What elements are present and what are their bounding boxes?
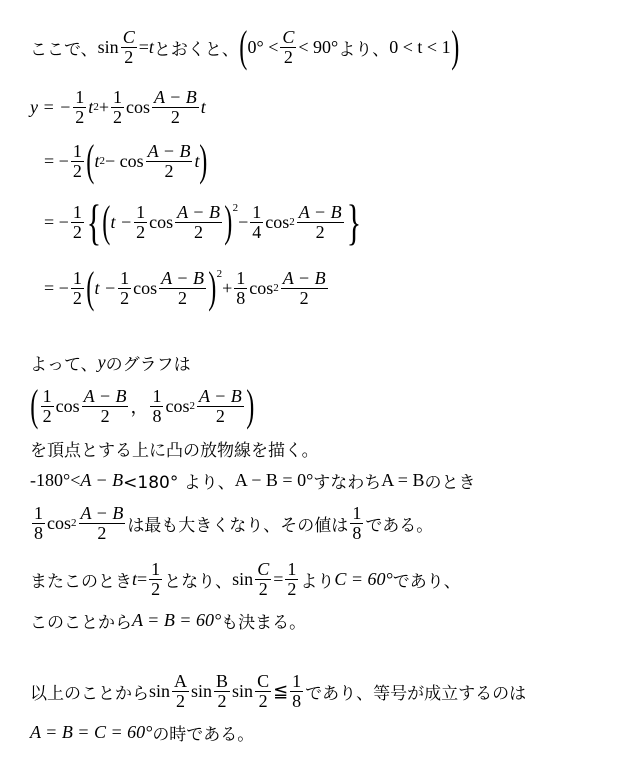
t-value-line: またこのとき t = $\frac{1}{2}$ となり、 sin $\frac{C}{2}$ = $\frac{1}{2}$ より C = 60° であり、 xyxy=(30,558,461,599)
equation-1: y = − $\frac{1}{2}$ t 2 + $\frac{1}{2}$ cos $\frac{A - B}{2}$ t xyxy=(30,86,206,127)
max-value-line: $\frac{1}{8}$ cos 2 $\frac{A - B}{2}$ は最も大きくなり、その値は $\frac{1}{8}$ である。 xyxy=(34,502,434,543)
equation-4: = − $\frac{1}{2}$ ( t − $\frac{1}{2}$ cos $\frac{A - B}{2}$ ) $^2$ + $\frac{1}{8}$ cos 2 $\frac{A - B}{2}$ xyxy=(44,263,326,312)
c-over-2: $\frac{C}{2}$ xyxy=(122,26,135,67)
final-inequality-line: 以上のことから sin $\frac{A}{2}$ sin $\frac{B}{2}$ sin $\frac{C}{2}$ ≦ $\frac{1}{8}$ であり、等号が成立するのは xyxy=(30,670,527,711)
graph-intro: よって、 y のグラフは xyxy=(30,351,191,375)
equality-condition: A = B = C = 60° の時である。 xyxy=(30,721,255,745)
intro-line: ここで、 sin $\frac{C}{2}$ = t とおくと、 ( 0° < $\frac{C}{2}$ < 90° より、 0 < t < 1 ) xyxy=(30,22,459,71)
conclusion-ab: このことから A = B = 60° も決まる。 xyxy=(30,609,307,633)
equation-3: = − $\frac{1}{2}$ { ( t − $\frac{1}{2}$ cos $\frac{A - B}{2}$ ) $^2$ − $\frac{1}{4}$ cos 2 $\frac{A - B}{2}$ } xyxy=(44,194,361,250)
intro-text: ここで、 xyxy=(30,39,98,60)
vertex-expression: ( $\frac{1}{2}$ cos $\frac{A - B}{2}$ ， $\frac{1}{8}$ cos 2 $\frac{A - B}{2}$ ) xyxy=(30,381,255,430)
equation-2: = − $\frac{1}{2}$ ( t 2 − cos $\frac{A - B}{2}$ t ) xyxy=(44,136,208,185)
parabola-statement: を頂点とする上に凸の放物線を描く。 xyxy=(30,440,319,461)
open-paren: ( xyxy=(239,22,248,71)
sin-func: sin xyxy=(97,36,119,57)
condition-line: -180°< A − B <180° より、 A − B = 0° すなわち A = B のとき xyxy=(30,469,476,493)
t-range: 0 < t < 1 xyxy=(389,36,451,57)
